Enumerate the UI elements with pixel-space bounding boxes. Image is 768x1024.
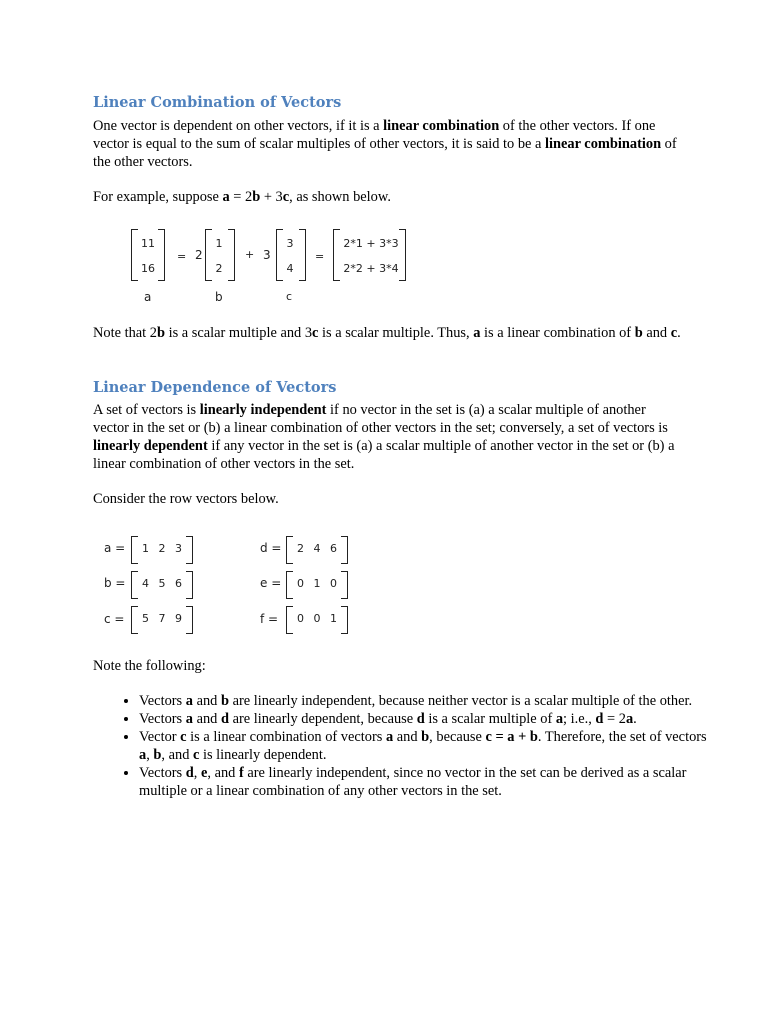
bold-text: a (555, 711, 564, 727)
text-run: . Therefore, the set of vectors (537, 729, 707, 745)
label-b: b (215, 290, 223, 304)
equals-sign: = (315, 250, 325, 263)
bold-text: d (220, 711, 229, 727)
paragraph-consider: Consider the row vectors below. (93, 491, 279, 507)
paragraph-linear-dependence-definition (93, 401, 683, 473)
bold-text: linear combination (545, 136, 662, 152)
notes-list (115, 692, 709, 800)
text-run: Vectors (139, 693, 186, 709)
text-run: , and (161, 747, 193, 763)
bold-text: c (312, 325, 319, 341)
row-vector-label: f = (260, 612, 279, 626)
bracket-left (276, 229, 283, 281)
paragraph-example-intro (93, 188, 683, 206)
text-run: is a linear combination of vectors (186, 729, 386, 745)
row-vector-label: a = (104, 541, 126, 555)
row-vector-values: 1 2 3 (142, 542, 182, 555)
text-run: , because (429, 729, 486, 745)
matrix-b-row2: 2 (215, 262, 223, 275)
text-run: is a scalar multiple of (424, 711, 556, 727)
bracket-right (341, 571, 348, 599)
bold-text: b (220, 693, 229, 709)
row-vector-values: 0 1 0 (297, 577, 337, 590)
label-a: a (144, 290, 152, 304)
text-run: of the other vectors. (93, 136, 677, 170)
bracket-right (299, 229, 306, 281)
row-vector-label: e = (260, 576, 282, 590)
bold-text: d (416, 711, 425, 727)
text-run: and (642, 325, 671, 341)
matrix-result-row2: 2*2 + 3*4 (343, 262, 399, 275)
bracket-left (286, 536, 293, 564)
bracket-right (228, 229, 235, 281)
bracket-left (131, 229, 138, 281)
bracket-right (186, 536, 193, 564)
text-run: is linearly dependent. (199, 747, 327, 763)
text-run: One vector is dependent on other vectors, if it is a (93, 118, 384, 134)
bold-text: a (625, 711, 634, 727)
text-run: , and (207, 765, 239, 781)
list-item (139, 692, 709, 710)
text-run: are linearly independent, because neither vector is a scalar multiple of the other. (228, 693, 693, 709)
bold-text: e (200, 765, 208, 781)
bold-text: d (595, 711, 604, 727)
list-item (139, 764, 709, 800)
list-item (139, 728, 709, 764)
row-vector-values: 0 0 1 (297, 612, 337, 625)
bold-text: c (670, 325, 678, 341)
text-run: , (193, 765, 201, 781)
paragraph-note-following: Note the following: (93, 658, 206, 674)
text-run: of the other vectors. If one vector is equal to the sum of scalar multiples of other vectors, it is said to be a (93, 118, 656, 152)
text-run: and (192, 711, 221, 727)
matrix-a-row1: 11 (141, 237, 155, 250)
heading-linear-dependence: Linear Dependence of Vectors (93, 379, 337, 396)
bracket-left (333, 229, 340, 281)
matrix-c-row1: 3 (286, 237, 294, 250)
bold-text: c (180, 729, 187, 745)
text-run: is a linear combination of (480, 325, 635, 341)
text-run: if no vector in the set is (a) a scalar multiple of another vector in the set or (b) a linear combination of other vectors in the set; conversely, a set of vectors is (93, 402, 668, 436)
bold-text: a (185, 711, 193, 727)
bracket-left (131, 571, 138, 599)
matrix-a-row2: 16 (141, 262, 155, 275)
coefficient-b: 2 (195, 248, 203, 262)
bold-text: b (634, 325, 643, 341)
text-run: Note that 2 (93, 325, 157, 341)
paragraph-scalar-note (93, 324, 683, 342)
bracket-left (286, 571, 293, 599)
text-run: Vectors (139, 711, 186, 727)
heading-linear-combination: Linear Combination of Vectors (93, 94, 342, 111)
row-vector-label: b = (104, 576, 126, 590)
coefficient-c: 3 (263, 248, 271, 262)
bracket-right (341, 536, 348, 564)
bold-text: linear combination (383, 118, 500, 134)
text-run: , as shown below. (289, 189, 391, 205)
bold-text: c = a + b (485, 729, 538, 745)
list-item (139, 710, 709, 728)
bold-text: a (139, 747, 147, 763)
bold-text: linearly dependent (93, 438, 208, 454)
bold-text: b (252, 189, 261, 205)
text-run: are linearly dependent, because (228, 711, 417, 727)
bold-text: c (193, 747, 200, 763)
row-vector-values: 5 7 9 (142, 612, 182, 625)
bold-text: a (185, 693, 193, 709)
bold-text: a (385, 729, 394, 745)
text-run: and (393, 729, 422, 745)
bracket-right (186, 606, 193, 634)
text-run: ; i.e., (563, 711, 596, 727)
bracket-right (186, 571, 193, 599)
bold-text: a (222, 189, 230, 205)
text-run: if any vector in the set is (a) a scalar multiple of another vector in the set or (b) a linear combination of other vectors in the set. (93, 438, 675, 472)
bold-text: linearly independent (199, 402, 327, 418)
text-run: . (633, 711, 637, 727)
bracket-right (158, 229, 165, 281)
paragraph-linear-combination-definition (93, 117, 683, 171)
row-vector-label: d = (260, 541, 282, 555)
text-run: . (677, 325, 681, 341)
bold-text: a (473, 325, 481, 341)
bracket-left (205, 229, 212, 281)
text-run: + 3 (260, 189, 283, 205)
bold-text: b (156, 325, 165, 341)
label-c: c (286, 290, 293, 303)
text-run: is a scalar multiple and 3 (164, 325, 313, 341)
matrix-c-row2: 4 (286, 262, 294, 275)
text-run: For example, suppose (93, 189, 223, 205)
bold-text: c (282, 189, 290, 205)
bracket-right (341, 606, 348, 634)
row-vector-label: c = (104, 612, 125, 626)
text-run: = 2 (229, 189, 253, 205)
row-vector-values: 2 4 6 (297, 542, 337, 555)
bracket-right (399, 229, 406, 281)
bold-text: b (153, 747, 162, 763)
text-run: , (146, 747, 154, 763)
matrix-result-row1: 2*1 + 3*3 (343, 237, 399, 250)
text-run: Vector (139, 729, 181, 745)
text-run: = 2 (603, 711, 626, 727)
bold-text: f (238, 765, 244, 781)
matrix-b-row1: 1 (215, 237, 223, 250)
text-run: and (192, 693, 221, 709)
text-run: are linearly independent, since no vector in the set can be derived as a scalar multiple or a linear combination of any other vectors in the set. (139, 765, 687, 799)
bracket-left (131, 606, 138, 634)
text-run: is a scalar multiple. Thus, (318, 325, 474, 341)
plus-sign: + (245, 248, 255, 261)
bracket-left (131, 536, 138, 564)
bracket-left (286, 606, 293, 634)
row-vector-values: 4 5 6 (142, 577, 182, 590)
text-run: Vectors (139, 765, 186, 781)
text-run: A set of vectors is (93, 402, 200, 418)
bold-text: b (421, 729, 430, 745)
equals-sign: = (177, 250, 187, 263)
bold-text: d (185, 765, 194, 781)
